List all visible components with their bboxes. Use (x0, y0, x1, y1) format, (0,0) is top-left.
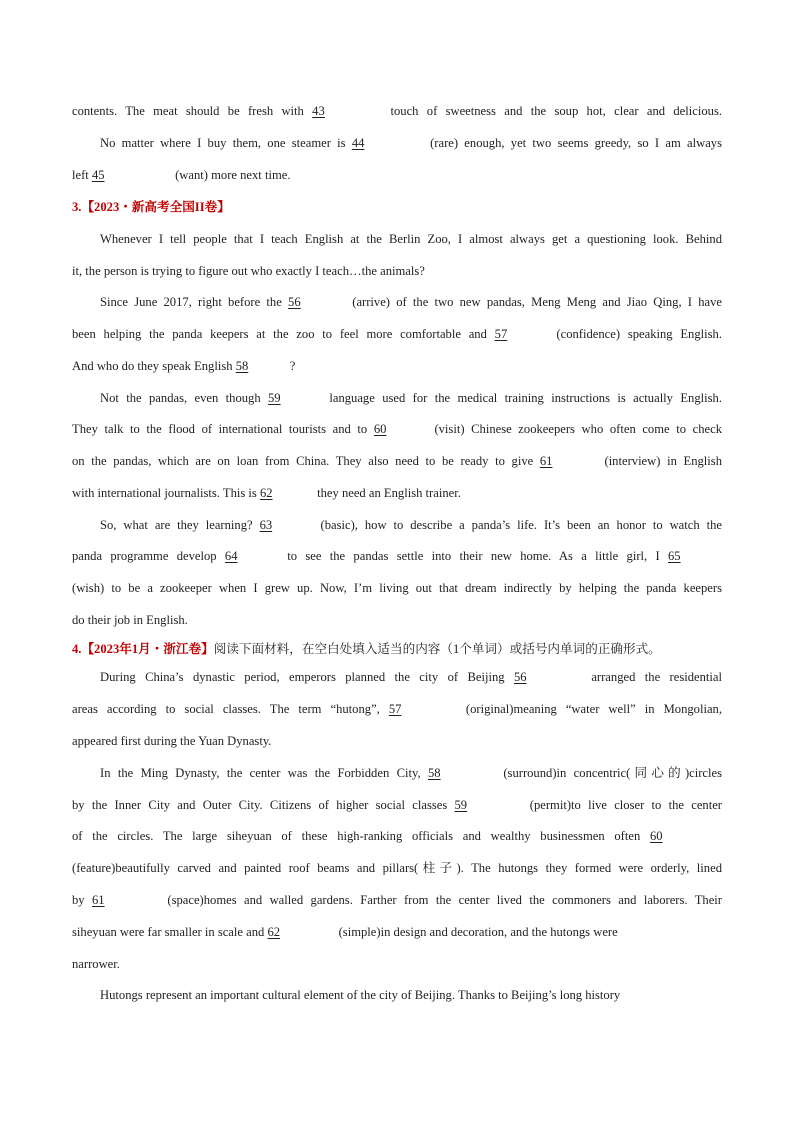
blank-59[interactable]: 59 (454, 798, 468, 812)
text-line: it, the person is trying to figure out who exactly I teach…the animals? (72, 264, 425, 278)
text-line: narrower. (72, 957, 120, 971)
text-line: with international journalists. This is 62 they need an English trainer. (72, 486, 461, 500)
text-line: In the Ming Dynasty, the center was the Forbidden City, 58 (surround)in concentric(同心的)circles (100, 766, 722, 780)
text-line: on the pandas, which are on loan from China. They also need to be ready to give 61 (interview) in English (72, 454, 722, 468)
question-heading-4: 4.【2023年1月・浙江卷】阅读下面材料，在空白处填入适当的内容（1个单词）或括号内单词的正确形式。 (72, 642, 661, 656)
text-line: of the circles. The large siheyuan of these high-ranking officials and wealthy businessmen often 60 (72, 828, 722, 844)
text-line: appeared first during the Yuan Dynasty. (72, 734, 272, 748)
text-line: left 45 (want) more next time. (72, 168, 291, 182)
text-line: (wish) to be a zookeeper when I grew up. Now, I’m living out that dream indirectly by helping the panda keepers (72, 581, 722, 595)
text-line: panda programme develop 64 to see the pandas settle into their new home. As a little girl, I 65 (72, 548, 722, 564)
blank-57[interactable]: 57 (388, 702, 402, 716)
text-line: No matter where I buy them, one steamer is 44 (rare) enough, yet two seems greedy, so I am always (100, 136, 722, 150)
text-line: During China’s dynastic period, emperors planned the city of Beijing 56 arranged the residential (100, 670, 722, 684)
text-line: And who do they speak English 58 ? (72, 359, 296, 373)
blank-56[interactable]: 56 (513, 670, 527, 684)
text-line: Since June 2017, right before the 56 (arrive) of the two new pandas, Meng Meng and Jiao Qing, I have (100, 295, 722, 309)
blank-56[interactable]: 56 (288, 295, 301, 309)
text-line: So, what are they learning? 63 (basic), how to describe a panda’s life. It’s been an honor to watch the (100, 518, 722, 532)
blank-63[interactable]: 63 (259, 518, 273, 532)
text-line: Not the pandas, even though 59 language used for the medical training instructions is actually English. (100, 391, 722, 405)
blank-65[interactable]: 65 (668, 549, 681, 563)
blank-62[interactable]: 62 (259, 486, 273, 500)
blank-61[interactable]: 61 (539, 454, 553, 468)
blank-64[interactable]: 64 (224, 549, 238, 563)
text-line: been helping the panda keepers at the zoo to feel more comfortable and 57 (confidence) speaking English. (72, 327, 722, 341)
blank-61[interactable]: 61 (91, 893, 105, 907)
blank-60[interactable]: 60 (373, 422, 387, 436)
text-line: Whenever I tell people that I teach English at the Berlin Zoo, I almost always get a questioning look. Behind (100, 232, 722, 246)
question-heading-3: 3.【2023・新高考全国II卷】 (72, 200, 230, 214)
text-line: Hutongs represent an important cultural element of the city of Beijing. Thanks to Beijing’s long history (100, 988, 621, 1002)
text-line: do their job in English. (72, 613, 188, 627)
text-line: by 61 (space)homes and walled gardens. Farther from the center lived the commoners and laborers. Their (72, 893, 722, 907)
blank-62[interactable]: 62 (267, 925, 281, 939)
blank-57[interactable]: 57 (494, 327, 508, 341)
text-line: areas according to social classes. The term “hutong”, 57 (original)meaning “water well” in Mongolian, (72, 702, 722, 716)
text-line: (feature)beautifully carved and painted roof beams and pillars(柱子). The hutongs they formed were orderly, lined (72, 861, 722, 875)
text-line: siheyuan were far smaller in scale and 62 (simple)in design and decoration, and the hutongs were (72, 925, 618, 939)
blank-58[interactable]: 58 (428, 766, 441, 780)
text-line: contents. The meat should be fresh with 43 touch of sweetness and the soup hot, clear and delicious. (72, 104, 722, 118)
blank-45[interactable]: 45 (91, 168, 105, 182)
blank-43[interactable]: 43 (312, 104, 325, 118)
blank-58[interactable]: 58 (235, 359, 249, 373)
blank-44[interactable]: 44 (351, 136, 365, 150)
blank-59[interactable]: 59 (268, 391, 281, 405)
text-line: by the Inner City and Outer City. Citizens of higher social classes 59 (permit)to live closer to the center (72, 798, 722, 812)
text-line: They talk to the flood of international tourists and to 60 (visit) Chinese zookeepers who often come to check (72, 422, 722, 436)
blank-60[interactable]: 60 (650, 829, 663, 843)
